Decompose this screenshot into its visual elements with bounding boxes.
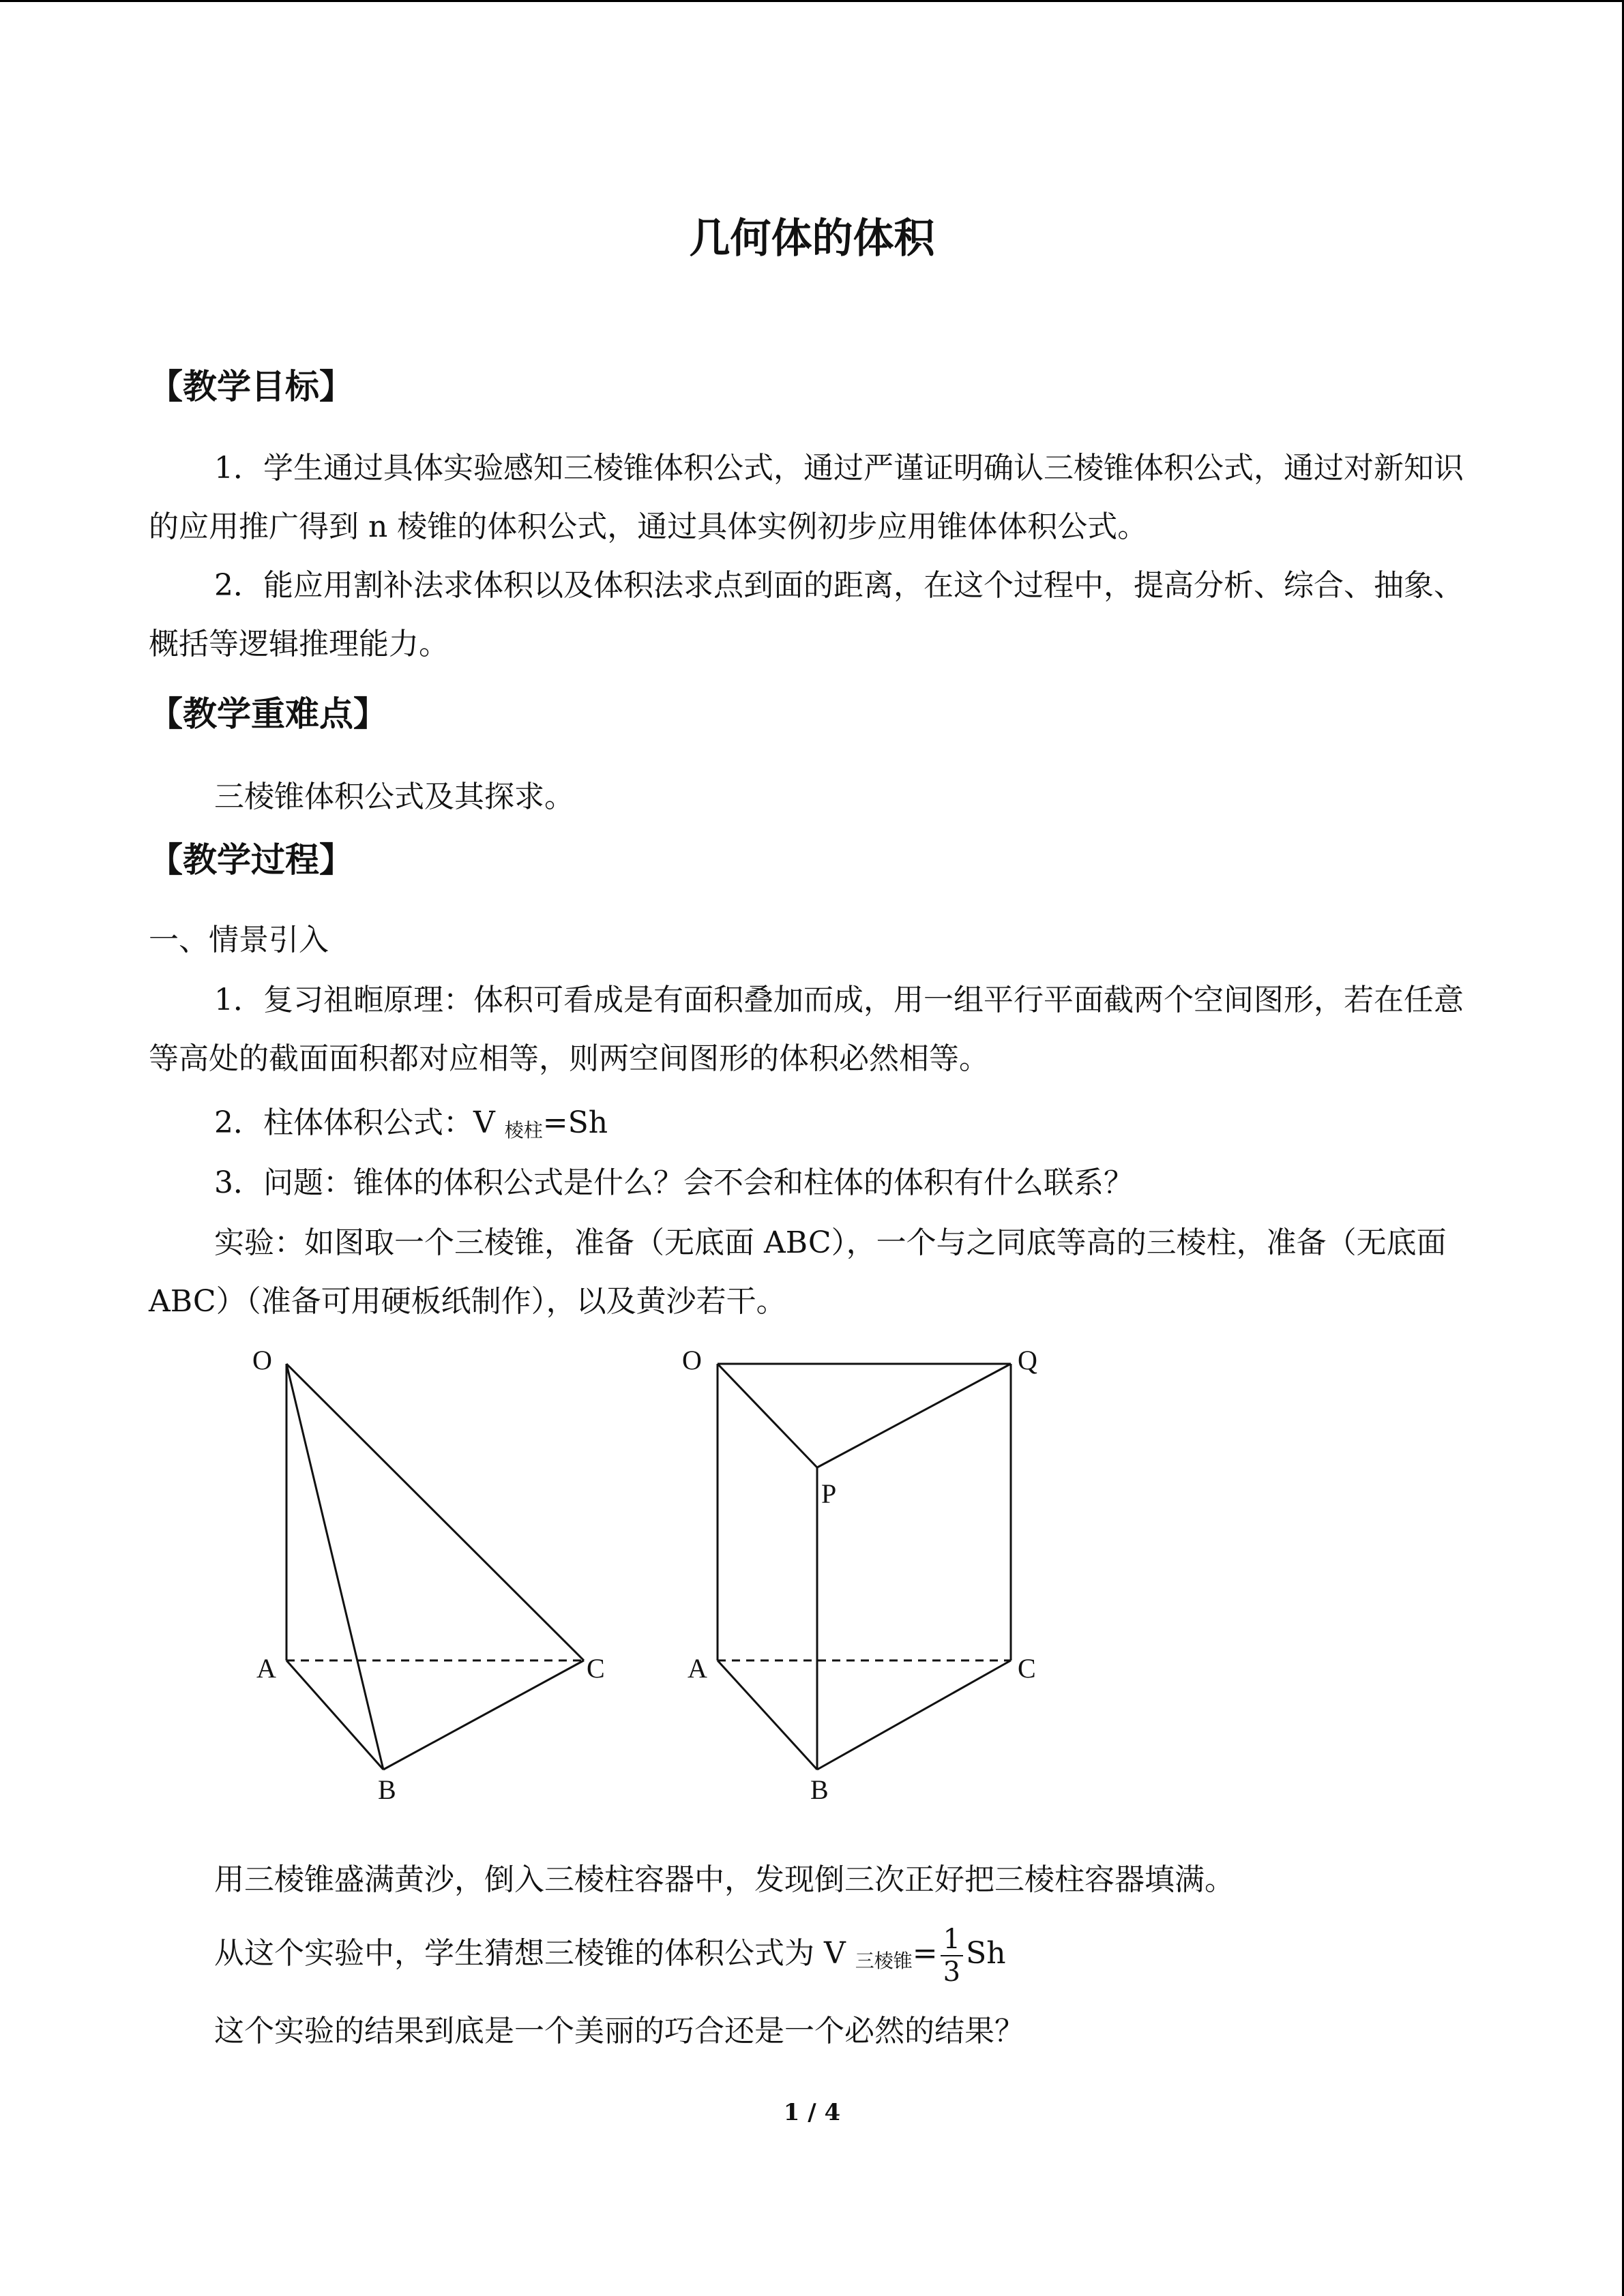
guess-equals: = <box>912 1936 938 1971</box>
item-1-block <box>149 971 1475 1088</box>
volume-guess <box>214 1916 1006 1999</box>
item-2 <box>214 1094 608 1160</box>
pyramid-vertex-labels <box>252 1345 605 1805</box>
pyramid-label-o: O <box>252 1345 272 1375</box>
page-number: 1 / 4 <box>783 2099 841 2126</box>
fraction-numerator: 1 <box>941 1924 963 1956</box>
guess-subscript: 三棱锥 <box>855 1950 913 1972</box>
pyramid-edge-bc <box>383 1660 584 1770</box>
one-third-fraction <box>941 1924 963 1988</box>
guess-prefix: 从这个实验中，学生猜想三棱锥的体积公式为 V <box>214 1936 855 1971</box>
prism-label-o: O <box>682 1345 702 1375</box>
prism-label-p: P <box>821 1478 837 1509</box>
pyramid-diagram <box>286 1364 584 1770</box>
pyramid-edge-oc <box>286 1364 584 1660</box>
experiment-block <box>149 1214 1475 1331</box>
top-border <box>0 0 1624 2</box>
prism-edge-op <box>718 1364 817 1467</box>
guess-suffix: Sh <box>966 1936 1006 1971</box>
closing-question: 这个实验的结果到底是一个美丽的巧合还是一个必然的结果？ <box>214 2014 1024 2048</box>
prism-vertex-labels <box>682 1345 1037 1805</box>
pyramid-prism-figure <box>232 1337 1091 1814</box>
key-point-text: 三棱锥体积公式及其探求。 <box>214 779 574 814</box>
prism-label-c: C <box>1018 1653 1036 1684</box>
prism-label-a: A <box>688 1653 707 1684</box>
pyramid-label-b: B <box>378 1774 396 1805</box>
heading-key-points: 【教学重难点】 <box>149 694 387 734</box>
pyramid-label-a: A <box>256 1653 276 1684</box>
item-3: 3．问题：锥体的体积公式是什么？会不会和柱体的体积有什么联系？ <box>214 1165 1134 1200</box>
prism-label-b: B <box>810 1774 829 1805</box>
page-title: 几何体的体积 <box>689 215 935 263</box>
item-2-prefix: 2．柱体体积公式：V <box>214 1105 505 1140</box>
objectives-list <box>149 439 1475 674</box>
prism-label-q: Q <box>1018 1345 1037 1375</box>
item-1: 1．复习祖暅原理：体积可看成是有面积叠加而成，用一组平行平面截两个空间图形，若在任意等高处的截面面积都对应相等，则两空间图形的体积必然相等。 <box>149 983 1464 1076</box>
pyramid-label-c: C <box>587 1653 605 1684</box>
experiment-text: 实验：如图取一个三棱锥，准备（无底面 ABC），一个与之同底等高的三棱柱，准备（无底面 ABC）（准备可用硬板纸制作），以及黄沙若干。 <box>149 1225 1447 1319</box>
heading-process: 【教学过程】 <box>149 840 353 880</box>
prism-diagram <box>718 1364 1011 1770</box>
pyramid-edge-ob <box>286 1364 383 1770</box>
heading-objectives: 【教学目标】 <box>149 367 353 406</box>
section-intro: 一、情景引入 <box>149 923 329 957</box>
prism-edge-pq <box>817 1364 1011 1467</box>
fraction-denominator: 3 <box>943 1956 961 1988</box>
prism-edge-bc <box>817 1660 1011 1770</box>
objective-2: 2．能应用割补法求体积以及体积法求点到面的距离，在这个过程中，提高分析、综合、抽象、概括等逻辑推理能力。 <box>149 568 1464 661</box>
prism-edge-ab <box>718 1660 817 1770</box>
item-2-subscript: 棱柱 <box>504 1119 543 1142</box>
experiment-result: 用三棱锥盛满黄沙，倒入三棱柱容器中，发现倒三次正好把三棱柱容器填满。 <box>214 1862 1235 1897</box>
item-2-suffix: =Sh <box>542 1105 608 1140</box>
objective-1: 1．学生通过具体实验感知三棱锥体积公式，通过严谨证明确认三棱锥体积公式，通过对新知识的应用推广得到 n 棱锥的体积公式，通过具体实例初步应用锥体体积公式。 <box>149 451 1464 544</box>
pyramid-edge-ab <box>286 1660 383 1770</box>
